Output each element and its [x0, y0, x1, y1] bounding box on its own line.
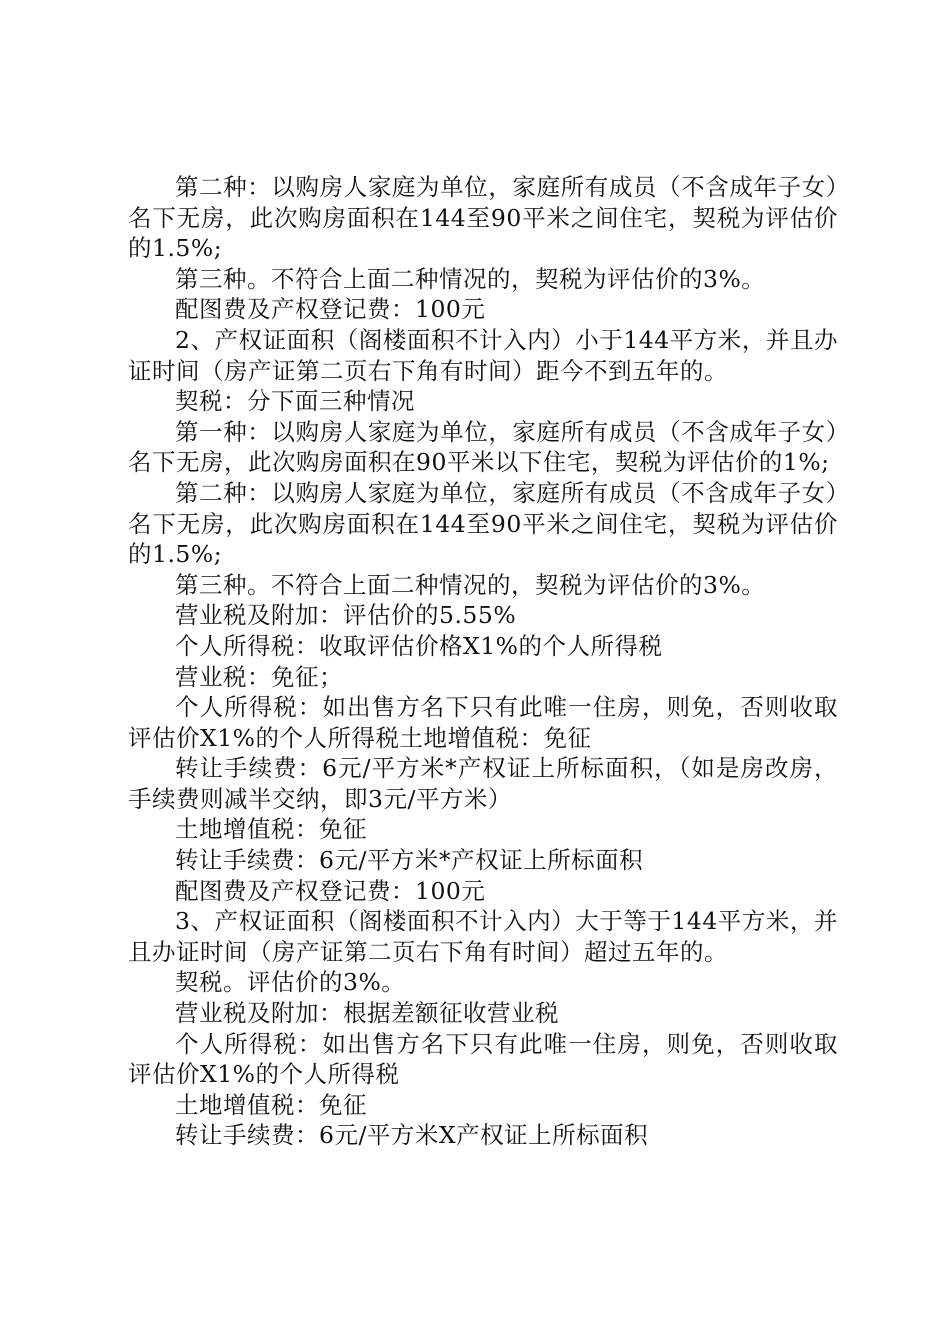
paragraph: 土地增值税：免征: [175, 1090, 367, 1119]
paragraph: 第三种。不符合上面二种情况的，契税为评估价的3%。: [175, 264, 766, 293]
paragraph: 转让手续费：6元/平方米*产权证上所标面积: [175, 846, 644, 875]
paragraph: 个人所得税：如出售方名下只有此唯一住房，则免，否则收取评估价X1%的个人所得税: [128, 1029, 838, 1089]
paragraph: 配图费及产权登记费：100元: [175, 295, 486, 324]
paragraph: 营业税及附加：根据差额征收营业税: [175, 999, 559, 1028]
paragraph: 营业税：免征；: [175, 662, 343, 691]
paragraph: 土地增值税：免征: [175, 815, 367, 844]
document-body: [128, 172, 838, 1151]
paragraph: 营业税及附加：评估价的5.55%: [175, 601, 517, 630]
paragraph: 第三种。不符合上面二种情况的，契税为评估价的3%。: [175, 570, 766, 599]
paragraph: 第二种：以购房人家庭为单位，家庭所有成员（不含成年子女）名下无房，此次购房面积在144至90平米之间住宅，契税为评估价的1.5%;: [128, 173, 838, 263]
paragraph: 3、产权证面积（阁楼面积不计入内）大于等于144平方米，并且办证时间（房产证第二页右下角有时间）超过五年的。: [128, 907, 838, 966]
paragraph: 个人所得税：如出售方名下只有此唯一住房，则免，否则收取评估价X1%的个人所得税土地增值税：免征: [128, 693, 838, 752]
paragraph: 2、产权证面积（阁楼面积不计入内）小于144平方米，并且办证时间（房产证第二页右下角有时间）距今不到五年的。: [128, 325, 838, 385]
paragraph: 契税。评估价的3%。: [175, 968, 406, 997]
paragraph: 配图费及产权登记费：100元: [175, 876, 486, 905]
paragraph: 转让手续费：6元/平方米X产权证上所标面积: [175, 1121, 649, 1150]
paragraph: 第二种：以购房人家庭为单位，家庭所有成员（不含成年子女）名下无房，此次购房面积在144至90平米之间住宅，契税为评估价的1.5%;: [128, 478, 838, 569]
paragraph: 契税：分下面三种情况: [175, 387, 415, 416]
paragraph: 第一种：以购房人家庭为单位，家庭所有成员（不含成年子女）名下无房，此次购房面积在90平米以下住宅，契税为评估价的1%;: [128, 417, 838, 477]
paragraph: 转让手续费：6元/平方米*产权证上所标面积，（如是房改房，手续费则减半交纳，即3元/平方米）: [128, 754, 838, 813]
paragraph: 个人所得税：收取评估价格X1%的个人所得税: [175, 631, 663, 660]
